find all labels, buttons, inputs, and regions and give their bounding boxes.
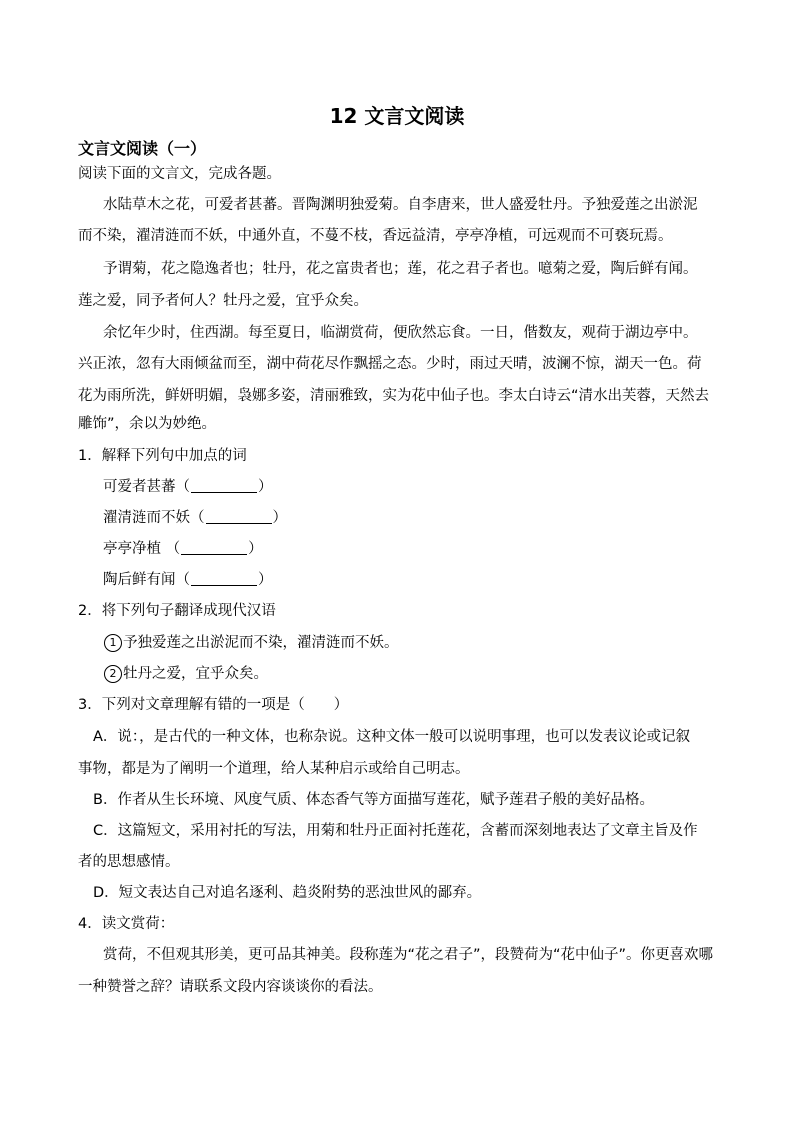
q4-text: 赏荷，不但观其形美，更可品其神美。段称莲为“花之君子”，段赞荷为“花中仙子”。你更喜欢哪: [103, 947, 714, 963]
passage-line: 水陆草木之花，可爱者甚蕃。晋陶渊明独爱菊。自李唐来，世人盛爱牡丹。予独爱莲之出淤泥: [103, 197, 698, 213]
page-title: 12 文言文阅读: [329, 104, 465, 128]
passage-line: 兴正浓，忽有大雨倾盆而至，湖中荷花尽作飘摇之态。少时，雨过天晴，波澜不惊，湖天一色。荷: [78, 356, 702, 372]
section-heading: 文言文阅读（一）: [78, 139, 207, 158]
q1-item: 亭亭净植 （ ）: [103, 541, 263, 557]
passage-line: 莲之爱，同予者何人？牡丹之爱，宜乎众矣。: [78, 293, 368, 309]
question-2-stem: 2．将下列句子翻译成现代汉语: [78, 603, 276, 619]
q2-item: 1 予独爱莲之出淤泥而不染，濯清涟而不妖。: [104, 633, 399, 653]
answer-blank[interactable]: [181, 540, 247, 555]
passage-line: 花为雨所洗，鲜妍明媚，袅娜多姿，清丽雅致，实为花中仙子也。李太白诗云“清水出芙蓉，天然去: [78, 388, 710, 404]
q3-option-c: C．这篇短文，采用衬托的写法，用菊和牡丹正面衬托莲花，含蓄而深刻地表达了文章主旨及作: [93, 823, 698, 839]
q3-option-d: D．短文表达自己对追名逐利、趋炎附势的恶浊世风的鄙弃。: [93, 885, 482, 901]
passage-line: 予谓菊，花之隐逸者也；牡丹，花之富贵者也；莲，花之君子者也。噫菊之爱，陶后鲜有闻。: [103, 261, 698, 277]
q1-item: 濯清涟而不妖（ ）: [103, 510, 287, 526]
circled-number-1: 1: [104, 634, 122, 652]
q3-option-b: B．作者从生长环境、风度气质、体态香气等方面描写莲花，赋予莲君子般的美好品格。: [93, 792, 654, 808]
q1-item: 可爱者甚蕃（ ）: [103, 479, 273, 495]
question-1-stem: 1．解释下列句中加点的词: [78, 448, 247, 464]
q3-option-a-cont: 事物，都是为了阐明一个道理，给人某种启示或给自己明志。: [78, 761, 470, 777]
circled-number-2: 2: [104, 665, 122, 683]
answer-blank[interactable]: [206, 509, 272, 524]
question-3-stem: 3．下列对文章理解有错的一项是（ ）: [78, 697, 349, 713]
q4-text: 一种赞誉之辞？请联系文段内容谈谈你的看法。: [78, 979, 383, 995]
passage-line: 余忆年少时，住西湖。每至夏日，临湖赏荷，便欣然忘食。一日，偕数友，观荷于湖边亭中。: [103, 325, 698, 341]
q3-option-c-cont: 者的思想感情。: [78, 854, 180, 870]
answer-blank[interactable]: [191, 571, 257, 586]
question-4-stem: 4．读文赏荷：: [78, 916, 175, 932]
q3-option-a: A．说：，是古代的一种文体，也称杂说。这种文体一般可以说明事理，也可以发表议论或记叙: [93, 729, 691, 745]
q1-item: 陶后鲜有闻（ ）: [103, 572, 273, 588]
passage-line: 而不染，濯清涟而不妖，中通外直，不蔓不枝，香远益清，亭亭净植，可远观而不可亵玩焉。: [78, 228, 673, 244]
q2-item: 2 牡丹之爱，宜乎众矣。: [104, 664, 268, 684]
answer-blank[interactable]: [191, 478, 257, 493]
passage-line: 雕饰”，余以为妙绝。: [78, 416, 217, 432]
instruction: 阅读下面的文言文，完成各题。: [78, 166, 281, 182]
